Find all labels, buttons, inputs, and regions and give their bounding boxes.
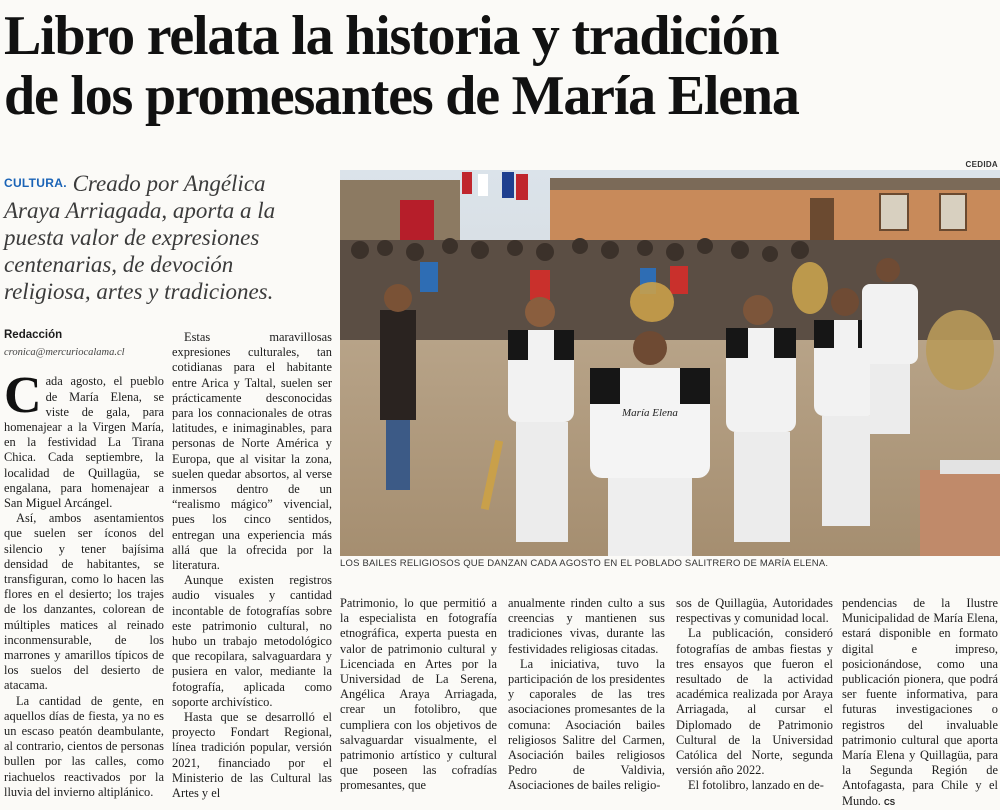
paragraph: La publicación, consideró fotografías de ambas fiestas y tres ensayos que fueron el resultado de la actividad académica realizada por Araya Arriagada, al cursar el Diplomado de Patrimonio Cultural de la Universidad Católica del Norte, segunda versión año 2022. <box>676 626 833 778</box>
headline-line-2: de los promesantes de María Elena <box>4 65 799 127</box>
drop-cap: C <box>4 367 42 425</box>
lede <box>4 170 324 305</box>
paragraph: Aunque existen registros audio visuales y cantidad incontable de fotografías sobre este patrimonio cultural, no hubo un trabajo metodológico que recopilara, salvaguardara y pusiera en valor, mediante la fotografía, aplicada como soporte archivístico. <box>172 573 332 709</box>
procession-photo <box>340 170 1000 556</box>
paragraph <box>4 367 164 511</box>
paragraph: La cantidad de gente, en aquellos días de fiesta, ya no es un escaso peatón deambulante, al contrario, cientos de personas bullen por las calles, como riachuelos reactivados por la lluvia del invierno altiplánico. <box>4 693 164 799</box>
paragraph: sos de Quillagüa, Autoridades respectivas y comunidad local. <box>676 596 833 626</box>
byline-author: Redacción <box>4 329 63 341</box>
paragraph-text: pendencias de la Ilustre Municipalidad de María Elena, estará disponible en formato digital e impreso, posicionándose, como una publicación pionera, que podrá ser fuente informativa, para futuras investigaciones o registros del invaluable patrimonio cultural que aporta María Elena y Quillagüa, para la Segunda Región de Antofagasta, para Chile y el Mundo. <box>842 596 998 808</box>
article-column-4 <box>508 596 665 794</box>
paragraph <box>842 596 998 810</box>
article-column-5 <box>676 596 833 794</box>
paragraph: Estas maravillosas expresiones culturales, tan cotidianas para el habitante entre Arica y Taltal, suelen ser prácticamente desconocidas para los connacionales de otras latitudes, e inimaginables, para personas de Norte América y Europa, que al visitar la zona, suelen quedar absortos, al verse inmersos dentro de un “realismo mágico” vivencial, pues los cinco sentidos, entregan una experiencia más allá que la ofrecida por la literatura. <box>172 330 332 573</box>
article-column-1 <box>4 328 164 800</box>
byline-email: cronica@mercuriocalama.cl <box>4 347 125 359</box>
lede-text: Creado por Angélica Araya Arriagada, aporta a la puesta valor de expresiones centenarias, de devoción religiosa, artes y tradiciones. <box>4 171 276 304</box>
photo-credit: CEDIDA <box>965 160 998 169</box>
paragraph: La iniciativa, tuvo la participación de los presidentes y caporales de las tres asociaciones promesantes de la comuna: Asociación bailes religiosos Salitre del Carmen, Asociación bailes religiosos Pedro de Valdivia, Asociaciones de bailes religio- <box>508 656 665 793</box>
article-column-2 <box>172 330 332 801</box>
paragraph: Hasta que se desarrolló el proyecto Fondart Regional, línea tradición popular, versión 2021, financiado por el Ministerio de las Cultural las Artes y el <box>172 710 332 801</box>
article-column-3 <box>340 596 497 794</box>
headline-line-1: Libro relata la historia y tradición <box>4 5 779 67</box>
photo-caption: LOS BAILES RELIGIOSOS QUE DANZAN CADA AGOSTO EN EL POBLADO SALITRERO DE MARÍA ELENA. <box>340 558 829 569</box>
paragraph: anualmente rinden culto a sus creencias y mantienen sus tradiciones vivas, durante las festividades religiosas citadas. <box>508 596 665 656</box>
paragraph: Así, ambos asentamientos que suelen ser íconos del silencio y tener bajísima densidad de habitantes, se transfiguran, como lo hacen las flores en el desierto; los trajes de los danzantes, colorean de múltiples matices al reinado inconmensurable, de los marrones y amarillos típicos de los suelos del desierto de atacama. <box>4 511 164 693</box>
shirt-print: María Elena <box>622 407 678 419</box>
headline <box>4 6 994 126</box>
paragraph: El fotolibro, lanzado en de- <box>688 778 824 793</box>
article-column-6 <box>842 596 998 810</box>
section-label: CULTURA. <box>4 176 67 190</box>
paragraph: Patrimonio, lo que permitió a la especialista en fotografía etnográfica, experta puesta en valor de patrimonio cultural y Licenciada en Artes por la Universidad de La Serena, Angélica Araya Arriagada, crear un fotolibro, que cumpliera con los objetivos de salvaguardar visualmente, el patrimonio artístico y cultural que poseen las cofradías promesantes, que <box>340 596 497 793</box>
photo <box>340 170 1000 556</box>
end-mark: CS <box>884 797 896 807</box>
paragraph-text: ada agosto, el pueblo de María Elena, se viste de gala, para homenajear a la Virgen María, en la festividad La Tirana Chica. Cada septiembre, la localidad de Quillagüa, se engalana, para homenajear a San Miguel Arcángel. <box>4 374 164 511</box>
